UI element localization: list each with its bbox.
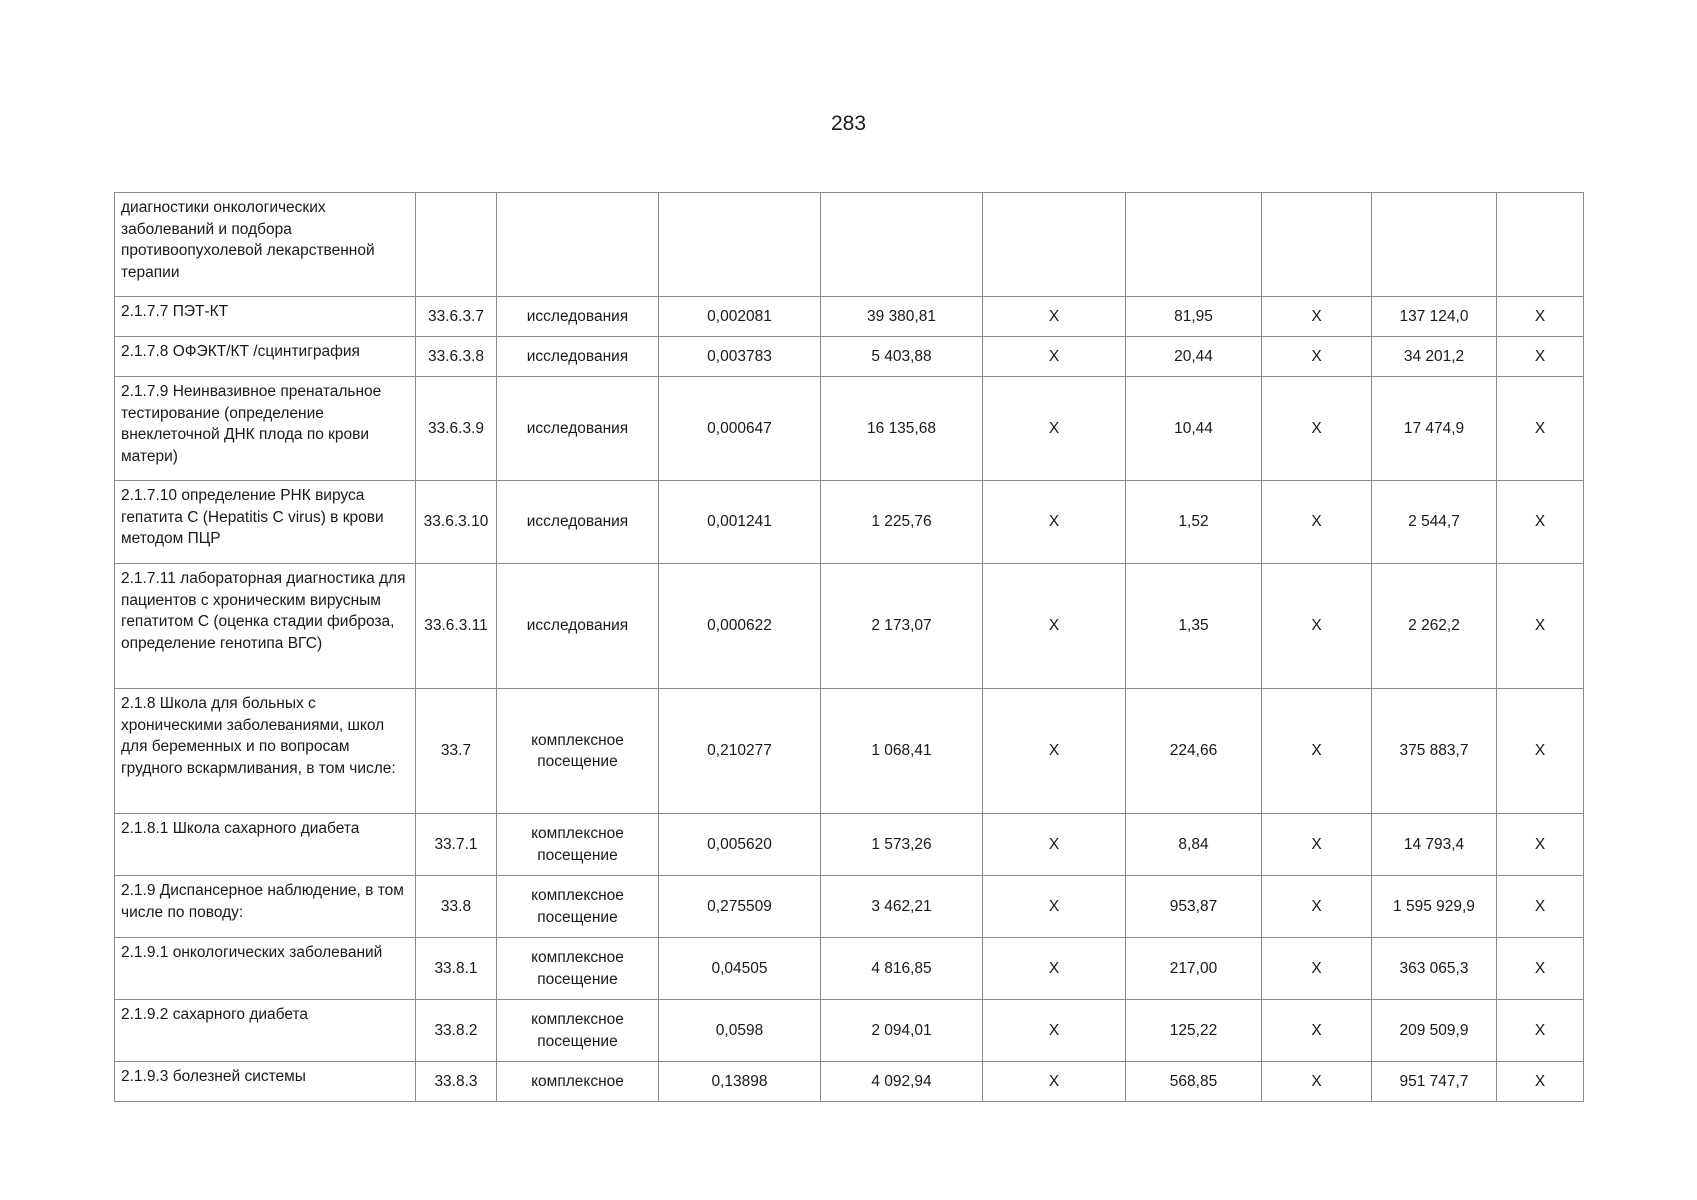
cell-col9: 375 883,7 xyxy=(1372,689,1497,814)
table-row xyxy=(115,876,1584,938)
cell-col10: X xyxy=(1497,337,1584,377)
cell-col7: 20,44 xyxy=(1126,337,1262,377)
table-row xyxy=(115,193,1584,297)
cell-norm xyxy=(659,193,821,297)
cell-code: 33.6.3.7 xyxy=(416,297,497,337)
cell-code: 33.7 xyxy=(416,689,497,814)
cell-col10: X xyxy=(1497,876,1584,938)
cell-col7: 217,00 xyxy=(1126,938,1262,1000)
cell-name: 2.1.9.1 онкологических заболеваний xyxy=(115,938,416,1000)
cell-col10: X xyxy=(1497,1062,1584,1102)
cell-name: 2.1.7.10 определение РНК вируса гепатита C (Hepatitis C virus) в крови методом ПЦР xyxy=(115,481,416,564)
cell-norm: 0,005620 xyxy=(659,814,821,876)
cell-cost: 5 403,88 xyxy=(821,337,983,377)
table-row xyxy=(115,938,1584,1000)
cell-col9: 951 747,7 xyxy=(1372,1062,1497,1102)
cell-cost: 39 380,81 xyxy=(821,297,983,337)
cell-col9: 34 201,2 xyxy=(1372,337,1497,377)
cell-norm: 0,04505 xyxy=(659,938,821,1000)
cell-cost: 1 068,41 xyxy=(821,689,983,814)
cell-col8: X xyxy=(1262,337,1372,377)
cell-unit: комплексное xyxy=(497,1062,659,1102)
cell-col8: X xyxy=(1262,689,1372,814)
cell-col6: X xyxy=(983,297,1126,337)
cell-cost: 2 094,01 xyxy=(821,1000,983,1062)
page-number: 283 xyxy=(830,112,867,135)
cell-col9: 14 793,4 xyxy=(1372,814,1497,876)
cell-col9 xyxy=(1372,193,1497,297)
cell-code: 33.6.3.9 xyxy=(416,377,497,481)
cell-col10: X xyxy=(1497,814,1584,876)
cell-name: 2.1.7.9 Неинвазивное пренатальное тестирование (определение внеклеточной ДНК плода по крови матери) xyxy=(115,377,416,481)
cell-col7: 81,95 xyxy=(1126,297,1262,337)
cell-unit: исследования xyxy=(497,297,659,337)
table-row xyxy=(115,689,1584,814)
cell-unit: комплексное посещение xyxy=(497,814,659,876)
cell-code: 33.8.1 xyxy=(416,938,497,1000)
cell-code: 33.6.3.11 xyxy=(416,564,497,689)
cell-col8: X xyxy=(1262,481,1372,564)
cell-col10: X xyxy=(1497,297,1584,337)
cell-code: 33.6.3.8 xyxy=(416,337,497,377)
cell-col7: 1,35 xyxy=(1126,564,1262,689)
cell-name: 2.1.9 Диспансерное наблюдение, в том числе по поводу: xyxy=(115,876,416,938)
cell-col9: 137 124,0 xyxy=(1372,297,1497,337)
cell-col6: X xyxy=(983,1062,1126,1102)
cell-col8: X xyxy=(1262,1062,1372,1102)
cell-col6: X xyxy=(983,337,1126,377)
cell-unit: исследования xyxy=(497,564,659,689)
cell-col8: X xyxy=(1262,876,1372,938)
table-row xyxy=(115,297,1584,337)
cell-name: 2.1.8 Школа для больных с хроническими заболеваниями, школ для беременных и по вопросам грудного вскармливания, в том числе: xyxy=(115,689,416,814)
cell-col8: X xyxy=(1262,564,1372,689)
cell-col8: X xyxy=(1262,377,1372,481)
tariff-table xyxy=(114,192,1584,1102)
cell-col6: X xyxy=(983,689,1126,814)
cell-col6: X xyxy=(983,377,1126,481)
cell-col9: 2 262,2 xyxy=(1372,564,1497,689)
cell-cost xyxy=(821,193,983,297)
cell-col9: 209 509,9 xyxy=(1372,1000,1497,1062)
cell-name: 2.1.7.11 лабораторная диагностика для пациентов с хроническим вирусным гепатитом С (оценка стадии фиброза, определение генотипа ВГС) xyxy=(115,564,416,689)
cell-col10: X xyxy=(1497,938,1584,1000)
cell-col9: 1 595 929,9 xyxy=(1372,876,1497,938)
table-row xyxy=(115,377,1584,481)
cell-name: 2.1.7.7 ПЭТ-КТ xyxy=(115,297,416,337)
cell-code: 33.6.3.10 xyxy=(416,481,497,564)
cell-col6: X xyxy=(983,814,1126,876)
cell-cost: 2 173,07 xyxy=(821,564,983,689)
cell-norm: 0,210277 xyxy=(659,689,821,814)
cell-col7: 224,66 xyxy=(1126,689,1262,814)
cell-col8 xyxy=(1262,193,1372,297)
cell-col10 xyxy=(1497,193,1584,297)
table-row xyxy=(115,1000,1584,1062)
cell-col10: X xyxy=(1497,564,1584,689)
cell-col7: 8,84 xyxy=(1126,814,1262,876)
cell-col7: 1,52 xyxy=(1126,481,1262,564)
cell-col9: 17 474,9 xyxy=(1372,377,1497,481)
cell-cost: 1 225,76 xyxy=(821,481,983,564)
cell-col8: X xyxy=(1262,1000,1372,1062)
cell-unit: комплексное посещение xyxy=(497,689,659,814)
cell-col6: X xyxy=(983,564,1126,689)
cell-cost: 1 573,26 xyxy=(821,814,983,876)
cell-cost: 16 135,68 xyxy=(821,377,983,481)
cell-norm: 0,13898 xyxy=(659,1062,821,1102)
cell-code: 33.8 xyxy=(416,876,497,938)
cell-code xyxy=(416,193,497,297)
cell-name: 2.1.9.3 болезней системы xyxy=(115,1062,416,1102)
cell-norm: 0,000622 xyxy=(659,564,821,689)
cell-col9: 363 065,3 xyxy=(1372,938,1497,1000)
cell-norm: 0,275509 xyxy=(659,876,821,938)
table-body xyxy=(115,193,1584,1102)
cell-norm: 0,000647 xyxy=(659,377,821,481)
cell-code: 33.8.3 xyxy=(416,1062,497,1102)
cell-col9: 2 544,7 xyxy=(1372,481,1497,564)
cell-norm: 0,001241 xyxy=(659,481,821,564)
cell-norm: 0,0598 xyxy=(659,1000,821,1062)
cell-name: 2.1.7.8 ОФЭКТ/КТ /сцинтиграфия xyxy=(115,337,416,377)
cell-col8: X xyxy=(1262,297,1372,337)
cell-unit: комплексное посещение xyxy=(497,938,659,1000)
cell-col6: X xyxy=(983,876,1126,938)
cell-cost: 4 816,85 xyxy=(821,938,983,1000)
table-row xyxy=(115,337,1584,377)
table-row xyxy=(115,481,1584,564)
cell-cost: 3 462,21 xyxy=(821,876,983,938)
cell-unit: исследования xyxy=(497,377,659,481)
cell-col8: X xyxy=(1262,814,1372,876)
cell-col7 xyxy=(1126,193,1262,297)
cell-name: диагностики онкологических заболеваний и подбора противоопухолевой лекарственной терапии xyxy=(115,193,416,297)
cell-unit: комплексное посещение xyxy=(497,876,659,938)
table-row xyxy=(115,564,1584,689)
cell-col7: 568,85 xyxy=(1126,1062,1262,1102)
cell-code: 33.7.1 xyxy=(416,814,497,876)
cell-col7: 10,44 xyxy=(1126,377,1262,481)
cell-col6: X xyxy=(983,1000,1126,1062)
cell-name: 2.1.8.1 Школа сахарного диабета xyxy=(115,814,416,876)
cell-code: 33.8.2 xyxy=(416,1000,497,1062)
cell-col6: X xyxy=(983,938,1126,1000)
cell-col6: X xyxy=(983,481,1126,564)
cell-col10: X xyxy=(1497,377,1584,481)
cell-unit: исследования xyxy=(497,337,659,377)
cell-unit: исследования xyxy=(497,481,659,564)
cell-col10: X xyxy=(1497,1000,1584,1062)
cell-col7: 953,87 xyxy=(1126,876,1262,938)
cell-norm: 0,002081 xyxy=(659,297,821,337)
table-row xyxy=(115,1062,1584,1102)
cell-col10: X xyxy=(1497,689,1584,814)
cell-col7: 125,22 xyxy=(1126,1000,1262,1062)
cell-cost: 4 092,94 xyxy=(821,1062,983,1102)
table-row xyxy=(115,814,1584,876)
cell-unit: комплексное посещение xyxy=(497,1000,659,1062)
cell-name: 2.1.9.2 сахарного диабета xyxy=(115,1000,416,1062)
cell-unit xyxy=(497,193,659,297)
cell-col8: X xyxy=(1262,938,1372,1000)
cell-col10: X xyxy=(1497,481,1584,564)
cell-norm: 0,003783 xyxy=(659,337,821,377)
cell-col6 xyxy=(983,193,1126,297)
